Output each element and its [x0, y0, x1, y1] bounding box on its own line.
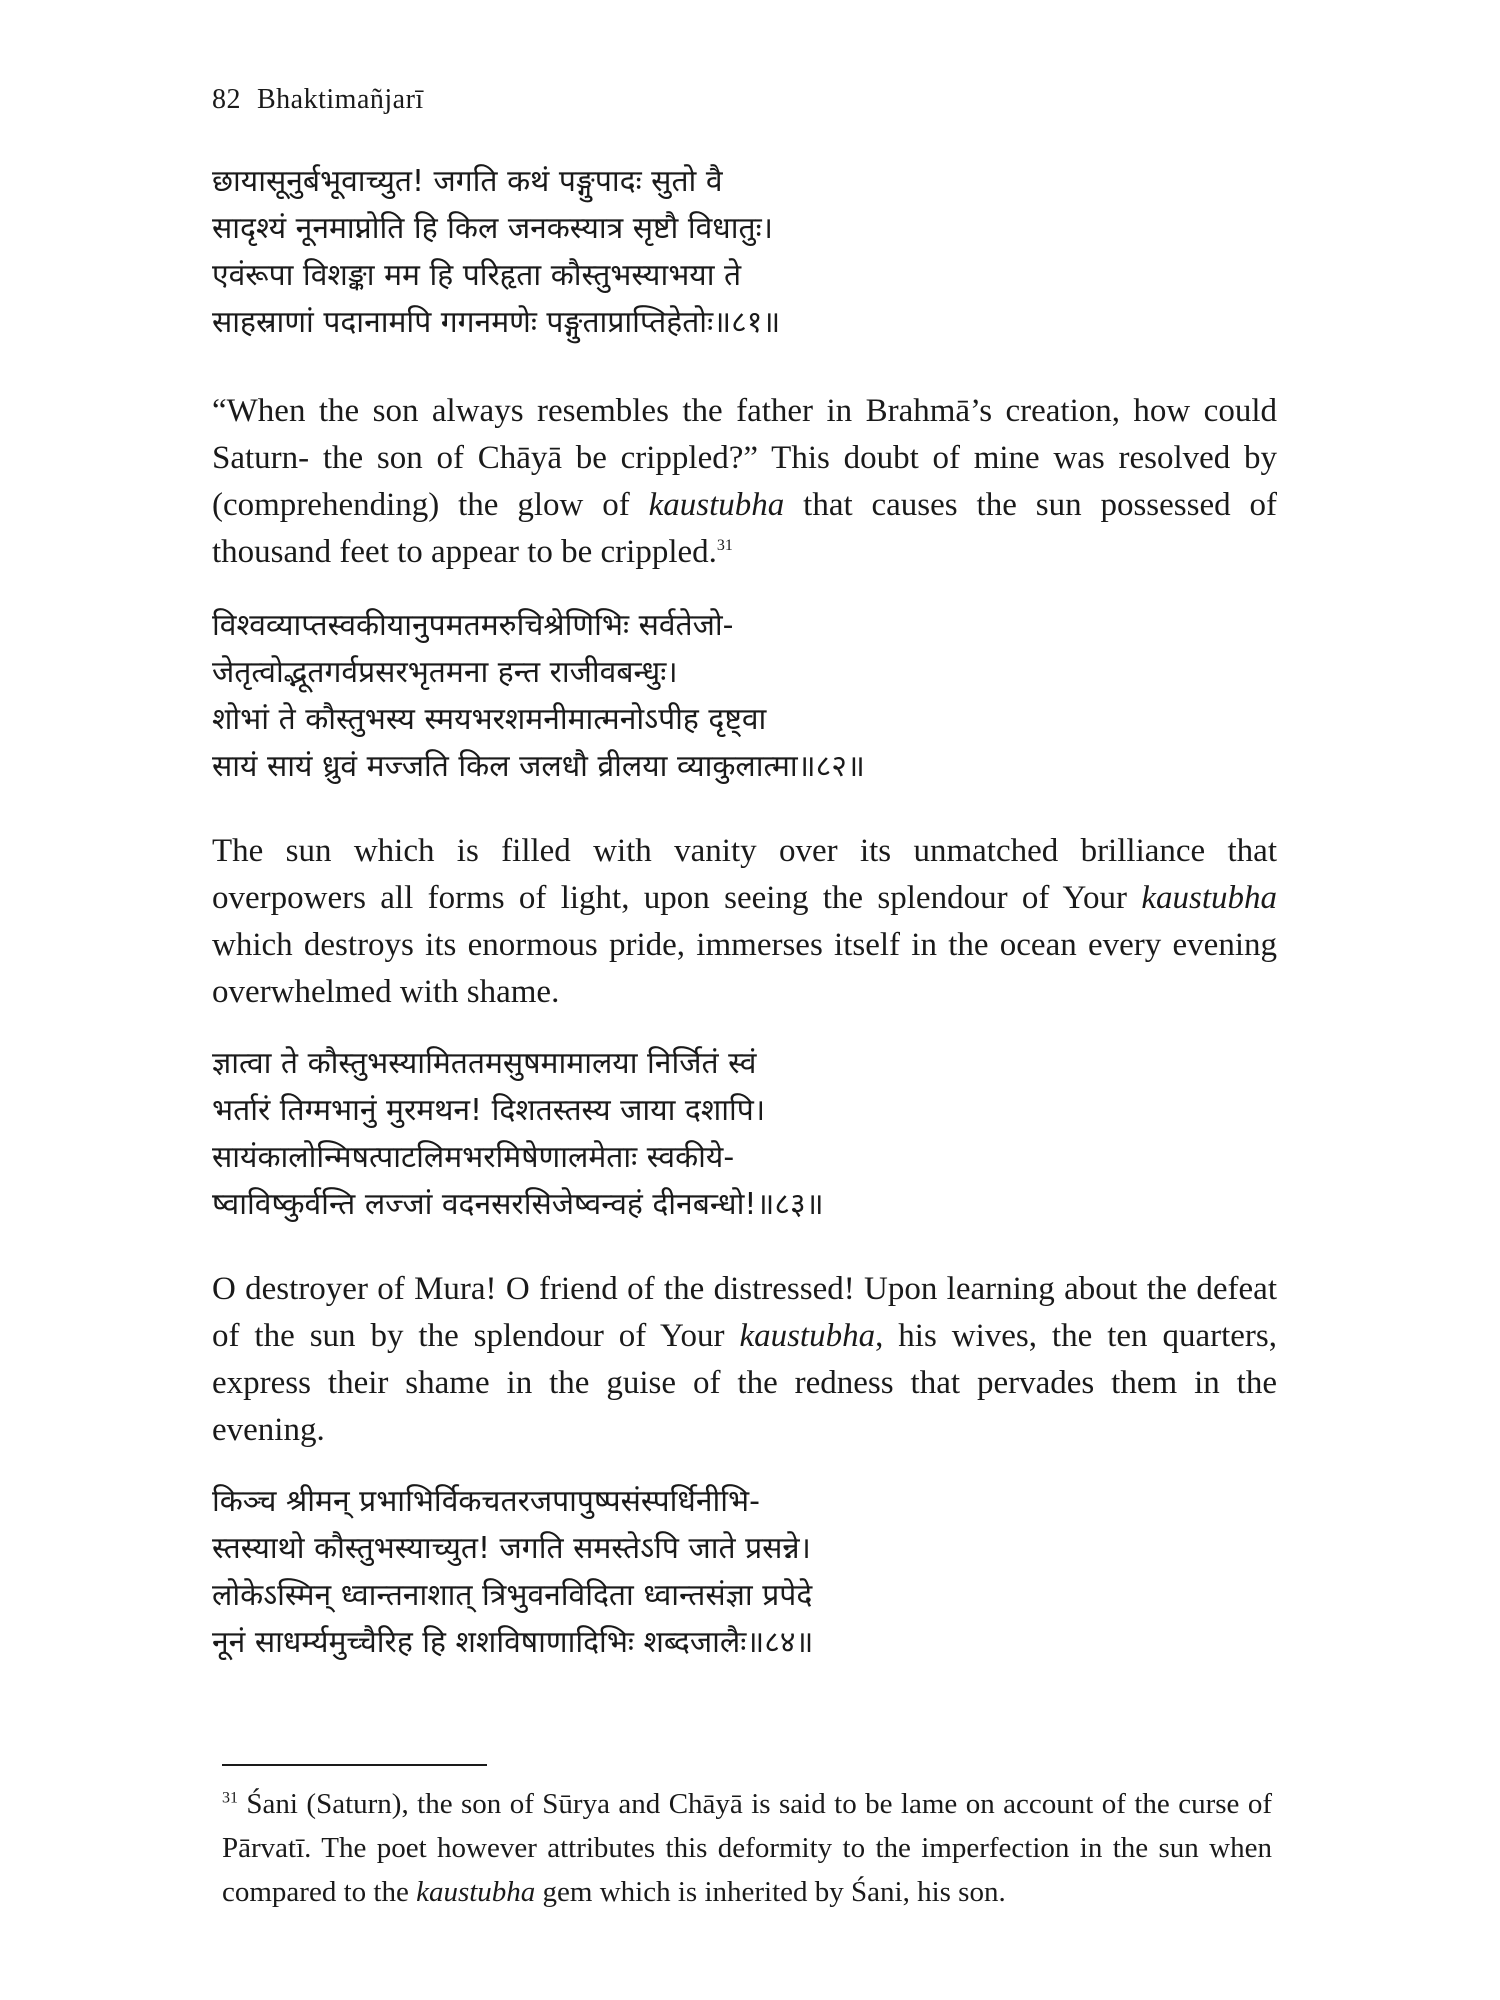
- verse-line: नूनं साधर्म्यमुच्चैरिह हि शशविषाणादिभिः शब्दजालैः॥८४॥: [212, 1625, 814, 1660]
- running-header: [212, 84, 424, 116]
- sanskrit-verse-84: [212, 1478, 1292, 1666]
- page-number: 82: [212, 84, 241, 115]
- italic-term: kaustubha: [416, 1876, 536, 1908]
- verse-line: ष्वाविष्कुर्वन्ति लज्जां वदनसरसिजेष्वन्वहं दीनबन्धो!॥८३॥: [212, 1187, 824, 1222]
- verse-line: भर्तारं तिग्मभानुं मुरमथन! दिशतस्तस्य जाया दशापि।: [212, 1093, 766, 1128]
- sanskrit-verse-83: [212, 1040, 1292, 1228]
- verse-line: साहस्राणां पदानामपि गगनमणेः पङ्गुताप्राप्तिहेतोः॥८१॥: [212, 305, 781, 340]
- translation-text: O destroyer of Mura! O friend of the distressed! Upon learning about the defeat of the sun by the splendour of Your: [212, 1271, 1277, 1354]
- footnote-number: 31: [222, 1789, 238, 1807]
- verse-line: एवंरूपा विशङ्का मम हि परिहृता कौस्तुभस्याभया ते: [212, 258, 742, 293]
- verse-line: जेतृत्वोद्भूतगर्वप्रसरभृतमना हन्त राजीवबन्धुः।: [212, 655, 678, 690]
- translation-81: [212, 388, 1277, 576]
- verse-line: छायासूनुर्बभूवाच्युत! जगति कथं पङ्गुपादः सुतो वै: [212, 164, 723, 199]
- verse-line: किञ्च श्रीमन् प्रभाभिर्विकचतरजपापुष्पसंस्पर्धिनीभि-: [212, 1484, 760, 1519]
- verse-line: लोकेऽस्मिन् ध्वान्तनाशात् त्रिभुवनविदिता ध्वान्तसंज्ञा प्रपेदे: [212, 1578, 813, 1613]
- book-title: Bhaktimañjarī: [257, 84, 424, 115]
- footnote-divider: [222, 1764, 487, 1766]
- sanskrit-verse-82: [212, 602, 1292, 790]
- verse-line: ज्ञात्वा ते कौस्तुभस्यामिततमसुषमामालया निर्जितं स्वं: [212, 1046, 757, 1081]
- footnote-31: [222, 1782, 1272, 1914]
- translation-82: [212, 828, 1277, 1016]
- verse-line: सायं सायं ध्रुवं मज्जति किल जलधौ व्रीलया व्याकुलात्मा॥८२॥: [212, 749, 865, 784]
- translation-text: “When the son always resembles the father in Brahmā’s creation, how could Saturn- the son of Chāyā be crippled?” This doubt of mine was resolved by (comprehending) the glow of: [212, 393, 1277, 523]
- translation-text: which destroys its enormous pride, immerses itself in the ocean every evening overwhelmed with shame.: [212, 927, 1277, 1010]
- translation-text: that causes the sun possessed of thousand feet to appear to be crippled.: [212, 487, 1277, 570]
- translation-83: [212, 1266, 1277, 1454]
- verse-line: स्तस्याथो कौस्तुभस्याच्युत! जगति समस्तेऽपि जाते प्रसन्ने।: [212, 1531, 811, 1566]
- italic-term: kaustubha: [1141, 880, 1277, 916]
- sanskrit-verse-81: [212, 158, 1292, 346]
- translation-text: , his wives, the ten quarters, express their shame in the guise of the redness that pervades them in the evening.: [212, 1318, 1277, 1448]
- footnote-text: Śani (Saturn), the son of Sūrya and Chāyā is said to be lame on account of the curse of Pārvatī. The poet however attributes this deformity to the imperfection in the sun when compared to the: [222, 1788, 1272, 1908]
- footnote-text: gem which is inherited by Śani, his son.: [535, 1876, 1006, 1908]
- italic-term: kaustubha: [648, 487, 785, 523]
- verse-line: शोभां ते कौस्तुभस्य स्मयभरशमनीमात्मनोऽपीह दृष्ट्वा: [212, 702, 767, 737]
- verse-line: सायंकालोन्मिषत्पाटलिमभरमिषेणालमेताः स्वकीये-: [212, 1140, 735, 1175]
- footnote-reference[interactable]: 31: [716, 537, 733, 554]
- translation-text: The sun which is filled with vanity over its unmatched brilliance that overpowers all forms of light, upon seeing the splendour of Your: [212, 833, 1277, 916]
- verse-line: सादृश्यं नूनमाप्नोति हि किल जनकस्यात्र सृष्टौ विधातुः।: [212, 211, 774, 246]
- verse-line: विश्वव्याप्तस्वकीयानुपमतमरुचिश्रेणिभिः सर्वतेजो-: [212, 608, 734, 643]
- italic-term: kaustubha: [739, 1318, 876, 1354]
